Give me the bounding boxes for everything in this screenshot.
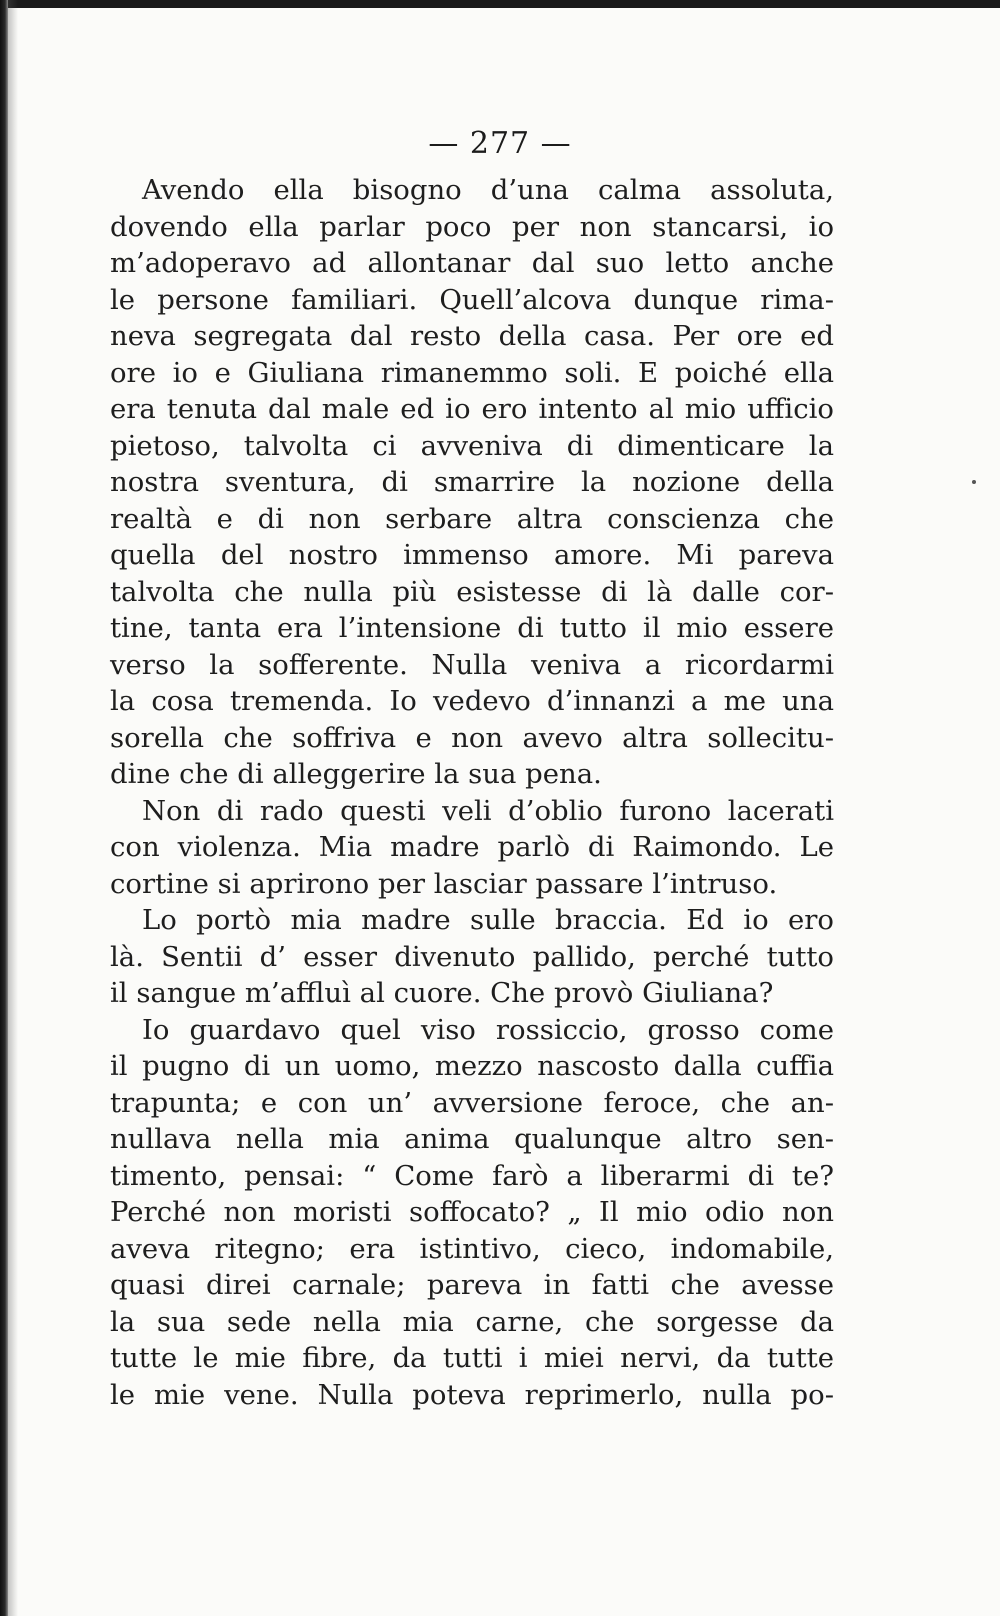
text-line: trapunta; e con un’ avversione feroce, che an- <box>110 1086 834 1119</box>
text-line: realtà e di non serbare altra conscienza che <box>110 502 834 535</box>
text-line: nullava nella mia anima qualunque altro sen- <box>110 1123 834 1155</box>
text-line: ore io e Giuliana rimanemmo soli. E poiché ella <box>110 356 834 389</box>
text-line: dovendo ella parlar poco per non stancarsi, io <box>110 210 834 243</box>
text-line: neva segregata dal resto della casa. Per ore ed <box>110 320 834 352</box>
text-line: m’adoperavo ad allontanar dal suo letto anche <box>110 247 834 279</box>
text-line: Io guardavo quel viso rossiccio, grosso come <box>142 1013 834 1046</box>
text-line: quella del nostro immenso amore. Mi pareva <box>110 539 834 571</box>
text-line: timento, pensai: “ Come farò a liberarmi di te? <box>110 1159 834 1192</box>
text-line: Avendo ella bisogno d’una calma assoluta, <box>142 174 834 206</box>
text-line: quasi direi carnale; pareva in fatti che avesse <box>110 1269 834 1301</box>
text-line: nostra sventura, di smarrire la nozione della <box>110 466 834 498</box>
text-line: il pugno di un uomo, mezzo nascosto dalla cuffia <box>110 1050 834 1082</box>
scan-binding-shadow <box>8 0 18 1616</box>
text-line: Lo portò mia madre sulle braccia. Ed io ero <box>142 904 834 936</box>
text-line: cortine si aprirono per lasciar passare l’intruso. <box>110 867 778 900</box>
text-line: la cosa tremenda. Io vedevo d’innanzi a me una <box>110 685 834 717</box>
text-line: le persone familiari. Quell’alcova dunque rima- <box>110 283 834 316</box>
text-line: le mie vene. Nulla poteva reprimerlo, nulla po- <box>110 1378 834 1411</box>
scan-edge-top <box>0 0 1000 8</box>
text-line: era tenuta dal male ed io ero intento al mio ufficio <box>110 393 834 425</box>
scan-edge-left <box>0 0 8 1616</box>
text-line: aveva ritegno; era istintivo, cieco, indomabile, <box>110 1232 834 1265</box>
scan-speck <box>972 480 976 484</box>
text-line: dine che di alleggerire la sua pena. <box>110 758 602 790</box>
page-number: — 277 — <box>428 126 572 161</box>
text-line: il sangue m’affluì al cuore. Che provò Giuliana? <box>110 977 774 1009</box>
text-line: Perché non moristi soffocato? „ Il mio odio non <box>110 1196 834 1228</box>
text-line: la sua sede nella mia carne, che sorgesse da <box>110 1305 834 1338</box>
text-line: sorella che soffriva e non avevo altra sollecitu- <box>110 721 834 754</box>
text-line: Non di rado questi veli d’oblio furono lacerati <box>142 794 834 827</box>
text-line: tutte le mie fibre, da tutti i miei nervi, da tutte <box>110 1342 834 1374</box>
text-line: là. Sentii d’ esser divenuto pallido, perché tutto <box>110 940 834 973</box>
text-line: pietoso, talvolta ci avveniva di dimenticare la <box>110 429 834 462</box>
text-line: tine, tanta era l’intensione di tutto il mio essere <box>110 612 834 644</box>
text-line: con violenza. Mia madre parlò di Raimondo. Le <box>110 831 834 863</box>
body-text <box>110 172 834 1413</box>
text-line: verso la sofferente. Nulla veniva a ricordarmi <box>110 648 834 681</box>
text-line: talvolta che nulla più esistesse di là dalle cor- <box>110 575 834 608</box>
